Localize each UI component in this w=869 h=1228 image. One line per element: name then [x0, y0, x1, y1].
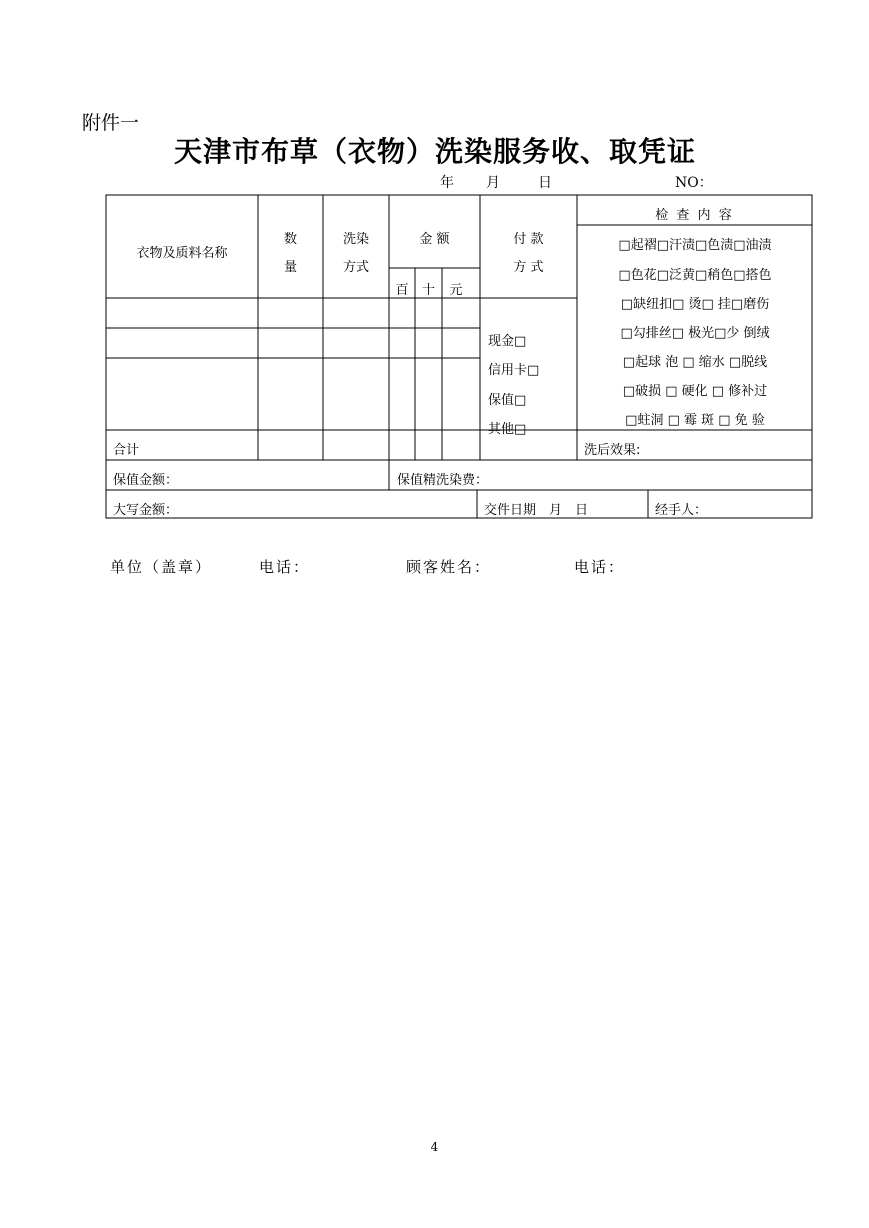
payment-option-insured: 保值□ — [488, 393, 527, 408]
inspection-line-2: □色花□泛黄□稍色□搭色 — [618, 268, 772, 283]
header-quantity-line2: 量 — [283, 260, 297, 275]
header-quantity-line1: 数 — [283, 232, 297, 247]
total-label: 合计 — [113, 443, 140, 458]
payment-option-cash: 现金□ — [488, 334, 527, 349]
footer-phone-2: 电话： — [574, 558, 626, 576]
page-title: 天津市布草（衣物）洗染服务收、取凭证 — [173, 135, 696, 168]
delivery-date-label: 交件日期 月 日 — [484, 503, 589, 518]
footer-phone-1: 电话： — [259, 558, 311, 576]
footer-unit-stamp: 单位（盖章） — [110, 558, 213, 576]
inspection-line-1: □起褶□汗渍□色渍□油渍 — [618, 238, 772, 253]
date-year: 年 — [440, 175, 454, 191]
header-tens: 十 — [421, 283, 435, 298]
header-wash-line1: 洗染 — [342, 232, 369, 247]
date-month: 月 — [486, 175, 500, 191]
after-effect-label: 洗后效果: — [584, 443, 641, 458]
header-payment-line2: 方 式 — [513, 260, 544, 275]
inspection-line-3: □缺纽扣□ 烫□ 挂□磨伤 — [620, 297, 770, 312]
insured-fee-label: 保值精洗染费： — [397, 473, 489, 488]
capital-amount-label: 大写金额： — [113, 503, 179, 518]
payment-option-other: 其他□ — [488, 422, 527, 437]
handler-label: 经手人： — [655, 503, 708, 518]
insured-amount-label: 保值金额： — [113, 473, 179, 488]
header-hundreds: 百 — [395, 283, 409, 298]
header-wash-line2: 方式 — [342, 260, 369, 275]
payment-option-credit-card: 信用卡□ — [488, 363, 540, 378]
page-number: 4 — [430, 1140, 439, 1154]
header-amount: 金 额 — [419, 232, 450, 247]
receipt-number-label: NO： — [675, 175, 713, 191]
inspection-line-4: □勾排丝□ 极光□少 倒绒 — [620, 326, 770, 341]
header-yuan: 元 — [449, 283, 463, 298]
header-payment-line1: 付 款 — [513, 232, 544, 247]
inspection-line-6: □破损 □ 硬化 □ 修补过 — [622, 384, 768, 399]
footer-customer-name: 顾客姓名： — [406, 558, 492, 576]
inspection-line-7: □蛀洞 □ 霉 斑 □ 免 验 — [625, 413, 765, 428]
header-item-name: 衣物及质料名称 — [136, 246, 228, 261]
date-day: 日 — [538, 175, 552, 191]
attachment-label: 附件一 — [82, 112, 140, 134]
inspection-line-5: □起球 泡 □ 缩水 □脱线 — [622, 355, 768, 370]
header-inspection: 检 查 内 容 — [655, 208, 734, 223]
